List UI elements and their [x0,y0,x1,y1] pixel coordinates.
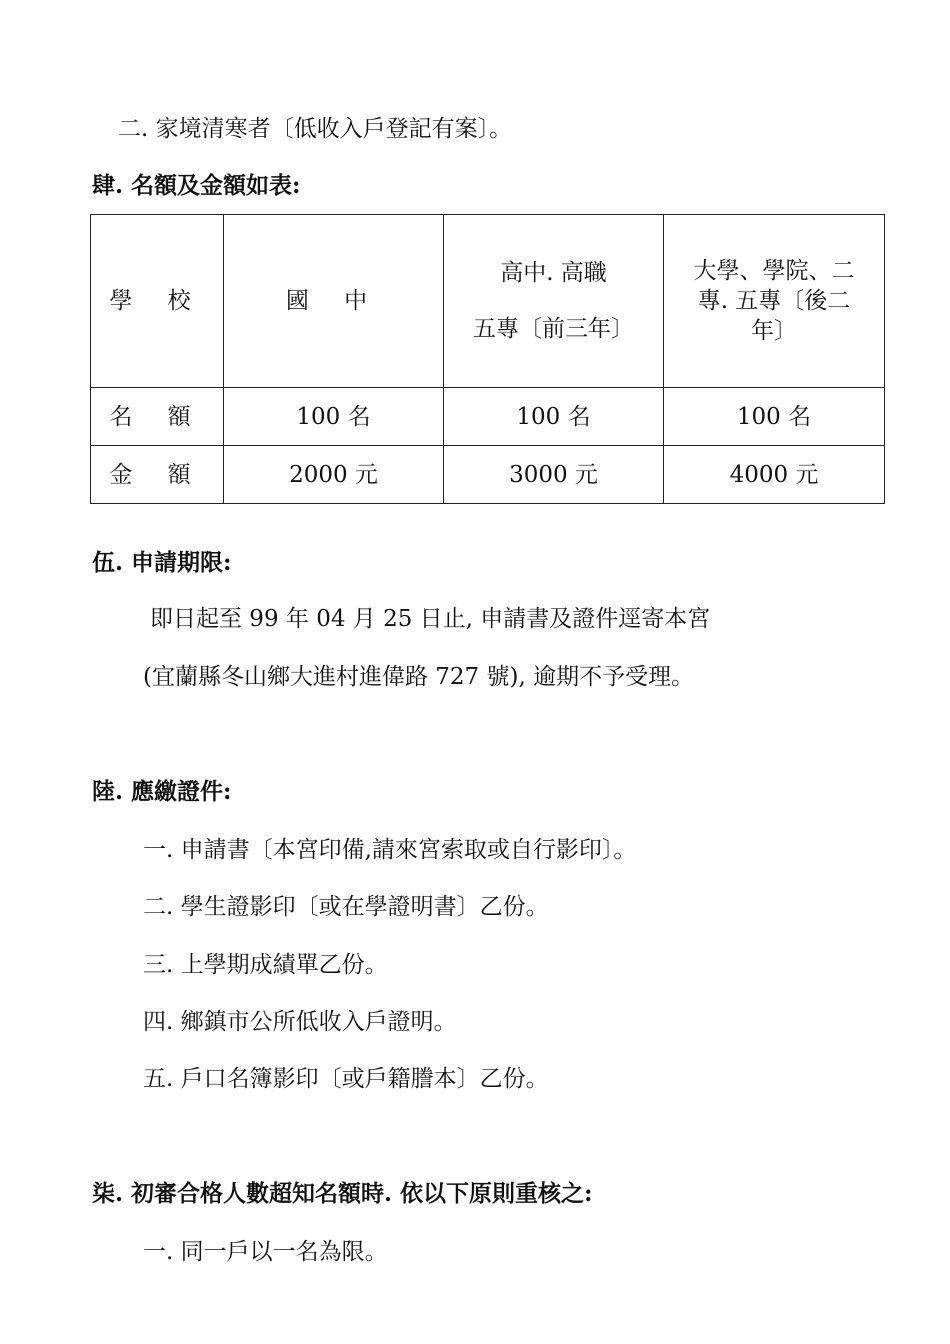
table-cell: 100 名 [664,388,885,446]
header-junior-high: 國 中 [224,215,444,388]
table-header-row [91,215,885,388]
list-item: 三. 上學期成績單乙份。 [143,952,388,978]
header-school: 學 校 [91,215,224,388]
row-label: 名 額 [91,388,224,446]
list-item: 五. 戶口名簿影印〔或戶籍謄本〕乙份。 [143,1066,549,1092]
deadline-text-line1: 即日起至 99 年 04 月 25 日止, 申請書及證件逕寄本宮 [150,606,711,632]
row-label: 金 額 [91,446,224,504]
eligibility-item-2: 二. 家境清寒者〔低收入戶登記有案〕。 [118,116,513,142]
section-heading-review: 柒. 初審合格人數超知名額時. 依以下原則重核之: [92,1180,593,1207]
section-heading-quota: 肆. 名額及金額如表: [92,172,301,199]
table-cell: 100 名 [224,388,444,446]
table-row [91,388,885,446]
table-cell: 4000 元 [664,446,885,504]
table-cell: 3000 元 [444,446,664,504]
list-item: 一. 同一戶以一名為限。 [143,1239,388,1265]
header-senior-high: 高中. 高職 五專〔前三年〕 [444,215,664,388]
list-item: 二. 學生證影印〔或在學證明書〕乙份。 [143,894,549,920]
header-university: 大學、學院、二 專. 五專〔後二 年〕 [664,215,885,388]
list-item: 四. 鄉鎮市公所低收入戶證明。 [143,1009,457,1035]
table-cell: 2000 元 [224,446,444,504]
quota-table [90,214,885,504]
section-heading-deadline: 伍. 申請期限: [92,549,232,576]
table-cell: 100 名 [444,388,664,446]
deadline-text-line2: (宜蘭縣冬山鄉大進村進偉路 727 號), 逾期不予受理。 [143,664,695,690]
list-item: 一. 申請書〔本宮印備,請來宮索取或自行影印〕。 [143,837,637,863]
table-row [91,446,885,504]
section-heading-documents: 陸. 應繳證件: [92,778,232,805]
